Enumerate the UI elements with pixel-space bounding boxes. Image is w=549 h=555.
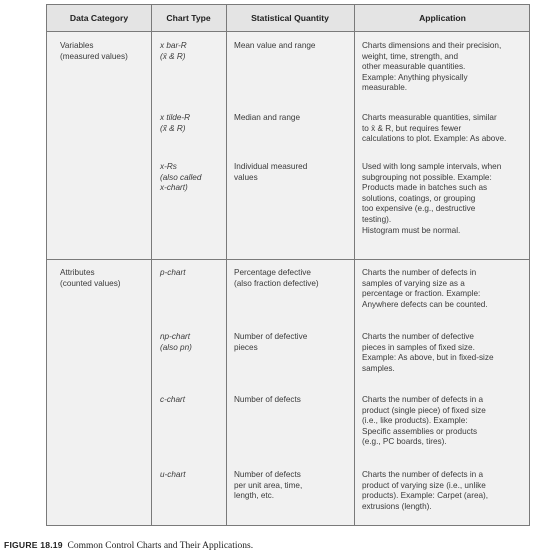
column-divider [354,5,355,525]
control-charts-table [46,4,530,526]
header-statistical-quantity: Statistical Quantity [251,13,329,23]
column-divider [226,5,227,525]
chart-type-u: u-chart [160,470,186,479]
category-attributes: Attributes (counted values) [60,268,121,288]
category-variables: Variables (measured values) [60,41,128,61]
chart-type-np: np-chart (also pn) [160,332,192,352]
figure-caption-text: Common Control Charts and Their Applications. [67,541,254,551]
quantity-p: Percentage defective (also fraction defective) [234,268,319,288]
header-data-category: Data Category [69,13,129,23]
application-xtilde-r: Charts measurable quantities, similar to x̄ & R, but requires fewer calculations to plot. Example: As above. [362,113,507,144]
chart-type-c: c-chart [160,395,186,404]
quantity-u: Number of defects per unit area, time, length, etc. [234,470,303,501]
quantity-xtilde-r: Median and range [234,113,301,122]
quantity-x-rs: Individual measured values [234,162,308,182]
chart-type-xbar-r: x bar-R (x̄ & R) [160,41,187,61]
application-u: Charts the number of defects in a product of varying size (i.e., unlike products). Example: Carpet (area), extrusions (length). [362,470,489,511]
application-p: Charts the number of defects in samples of varying size as a percentage or fraction. Example: Anywhere defects can be counted. [362,268,488,309]
application-xbar-r: Charts dimensions and their precision, weight, time, strength, and other measurable quantities. Example: Anything physically measurable. [362,41,502,93]
application-c: Charts the number of defects in a product (single piece) of fixed size (i.e., like products). Example: Specific assemblies or products (e.g., PC boards, tires). [362,395,486,447]
column-divider [151,5,152,525]
figure-label: FIGURE 18.19 [4,540,63,550]
chart-type-x-rs: x-Rs (also called x-chart) [160,162,202,193]
header-application: Application [419,13,466,23]
figure-caption [4,540,253,551]
header-chart-type: Chart Type [166,13,211,23]
quantity-xbar-r: Mean value and range [234,41,316,50]
application-x-rs: Used with long sample intervals, when subgrouping not possible. Example: Products made in batches such as solutions, coatings, or grouping too expensive (e.g., destructive testing). Histogram must be normal. [362,162,502,235]
chart-type-p: p-chart [160,268,186,277]
application-np: Charts the number of defective pieces in samples of fixed size. Example: As above, but in fixed-size samples. [362,332,494,373]
quantity-np: Number of defective pieces [234,332,308,352]
chart-type-xtilde-r: x tilde-R (x̃ & R) [160,113,191,133]
quantity-c: Number of defects [234,395,301,404]
group-divider [47,259,529,260]
